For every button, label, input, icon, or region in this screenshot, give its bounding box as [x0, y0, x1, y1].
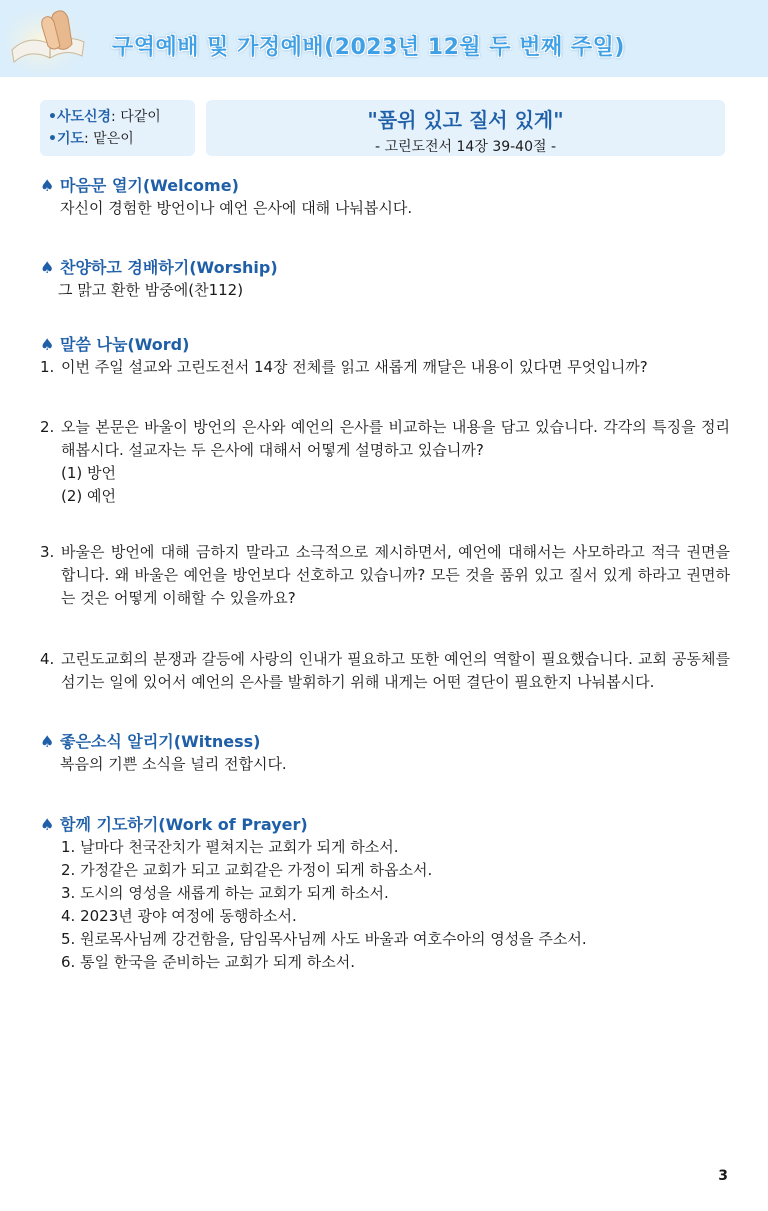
question-item: [40, 541, 730, 610]
spade-icon: ♠: [40, 176, 55, 195]
question-subitem: (1) 방언: [61, 464, 116, 482]
sermon-title-box: [206, 100, 725, 156]
question-number: 2.: [40, 418, 55, 436]
question-item: [40, 648, 730, 694]
question-number: 1.: [40, 358, 55, 376]
section-welcome: [40, 175, 740, 219]
question-item: [40, 416, 730, 508]
section-heading: [40, 731, 740, 753]
section-word: [40, 334, 740, 356]
section-worship: [40, 257, 740, 301]
spade-icon: ♠: [40, 815, 55, 834]
prayer-item: 2. 가정같은 교회가 되고 교회같은 가정이 되게 하옵소서.: [61, 861, 433, 879]
scripture-reference: - 고린도전서 14장 39-40절 -: [374, 139, 557, 155]
section-heading: [40, 334, 740, 356]
question-item: [40, 356, 730, 379]
section-heading: [40, 257, 740, 279]
prayer-leader-row: [48, 128, 187, 150]
prayer-item: 6. 통일 한국을 준비하는 교회가 되게 하소서.: [61, 953, 356, 971]
page-number: 3: [718, 1168, 728, 1184]
welcome-heading: 마음문 열기(Welcome): [60, 176, 239, 195]
prayer-item: 1. 날마다 천국잔치가 펼쳐지는 교회가 되게 하소서.: [61, 838, 399, 856]
creed-value: : 다같이: [111, 109, 161, 125]
prayer-heading: 함께 기도하기(Work of Prayer): [60, 815, 308, 834]
witness-body: 복음의 기쁜 소식을 널리 전합시다.: [60, 755, 287, 773]
page-title: 구역예배 및 가정예배(2023년 12월 두 번째 주일): [112, 35, 625, 60]
worship-heading: 찬양하고 경배하기(Worship): [60, 258, 278, 277]
spade-icon: ♠: [40, 732, 55, 751]
spade-icon: ♠: [40, 335, 55, 354]
prayer-item: 3. 도시의 영성을 새롭게 하는 교회가 되게 하소서.: [61, 884, 389, 902]
praying-hands-bible-icon: [6, 4, 94, 74]
prayer-label: •기도: [48, 131, 84, 147]
worship-body: 그 맑고 환한 밤중에(찬112): [58, 281, 244, 299]
creed-row: [48, 106, 187, 128]
question-text: 고린도교회의 분쟁과 갈등에 사랑의 인내가 필요하고 또한 예언의 역할이 필요했습니다. 교회 공동체를 섬기는 일에 있어서 예언의 은사를 발휘하기 위해 내게는 어떤 결단이 필요한지 나눠봅시다.: [61, 650, 730, 691]
prayer-item: 4. 2023년 광야 여정에 동행하소서.: [61, 907, 297, 925]
witness-heading: 좋은소식 알리기(Witness): [60, 732, 261, 751]
question-number: 3.: [40, 543, 55, 561]
welcome-body: 자신이 경험한 방언이나 예언 은사에 대해 나눠봅시다.: [60, 199, 413, 217]
question-text: 바울은 방언에 대해 금하지 말라고 소극적으로 제시하면서, 예언에 대해서는 사모하라고 적극 권면을 합니다. 왜 바울은 예언을 방언보다 선호하고 있습니까? 모든 것을 품위 있고 질서 있게 하라고 권면하는 것은 어떻게 이해할 수 있을까요?: [61, 543, 730, 607]
question-text: 이번 주일 설교와 고린도전서 14장 전체를 읽고 새롭게 깨달은 내용이 있다면 무엇입니까?: [61, 358, 648, 376]
section-heading: [40, 175, 740, 197]
prayer-value: : 맡은이: [84, 131, 134, 147]
word-heading: 말씀 나눔(Word): [60, 335, 190, 354]
section-heading: [40, 814, 740, 836]
creed-label: •사도신경: [48, 109, 112, 125]
question-number: 4.: [40, 650, 55, 668]
spade-icon: ♠: [40, 258, 55, 277]
prayer-list: [40, 836, 740, 974]
question-subitem: (2) 예언: [61, 487, 116, 505]
prayer-item: 5. 원로목사님께 강건함을, 담임목사님께 사도 바울과 여호수아의 영성을 주소서.: [61, 930, 587, 948]
leaders-box: [40, 100, 195, 156]
section-prayer: [40, 814, 740, 974]
section-witness: [40, 731, 740, 775]
question-text: 오늘 본문은 바울이 방언의 은사와 예언의 은사를 비교하는 내용을 담고 있습니다. 각각의 특징을 정리해봅시다. 설교자는 두 은사에 대해서 어떻게 설명하고 있습니까?: [61, 418, 730, 459]
header-banner: [0, 0, 768, 77]
sermon-title: "품위 있고 질서 있게": [367, 108, 564, 132]
